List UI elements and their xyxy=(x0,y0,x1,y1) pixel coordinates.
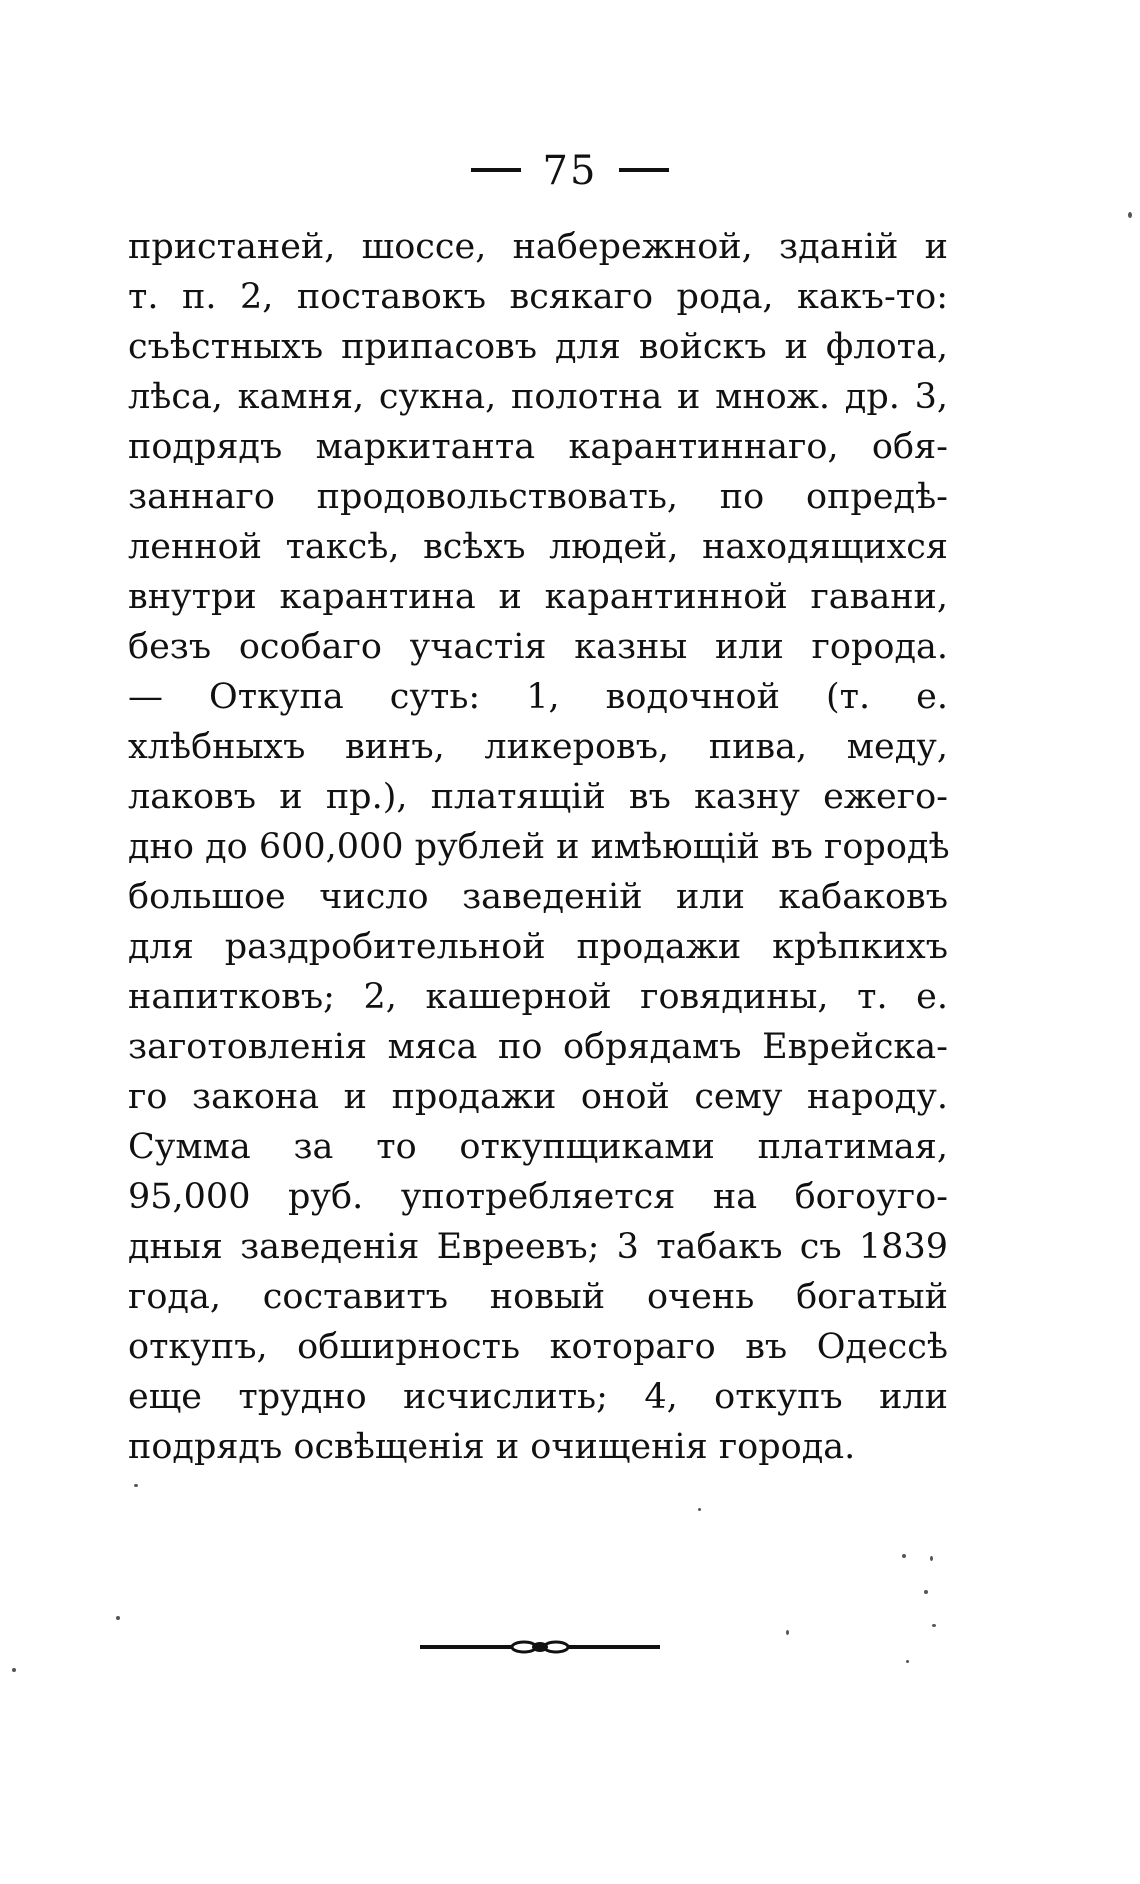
text-line: откупъ, обширность котораго въ Одессѣ xyxy=(128,1327,948,1367)
end-ornament xyxy=(420,1639,660,1655)
text-line: для раздробительной продажи крѣпкихъ xyxy=(128,927,948,967)
text-line: Сумма за то откупщиками платимая, xyxy=(128,1127,948,1167)
scan-speck xyxy=(932,1624,936,1627)
text-line: ленной таксѣ, всѣхъ людей, находящихся xyxy=(128,527,948,567)
text-line: съѣстныхъ припасовъ для войскъ и флота, xyxy=(128,327,948,367)
page-number-right-dash xyxy=(619,168,669,172)
text-line: дно до 600,000 рублей и имѣющій въ городѣ xyxy=(128,827,950,867)
text-line: т. п. 2, поставокъ всякаго рода, какъ-то: xyxy=(128,277,948,317)
body-text xyxy=(128,222,948,1472)
text-line: 95,000 руб. употребляется на богоуго- xyxy=(128,1177,948,1217)
text-line: безъ особаго участія казны или города. xyxy=(128,627,948,667)
page-number-left-dash xyxy=(471,168,521,172)
scan-speck xyxy=(902,1554,906,1558)
text-line: — Откупа суть: 1, водочной (т. е. xyxy=(128,677,948,717)
text-line: заготовленія мяса по обрядамъ Еврейска- xyxy=(128,1027,948,1067)
text-line: лаковъ и пр.), платящій въ казну ежего- xyxy=(128,777,948,817)
scan-speck xyxy=(698,1508,701,1511)
scan-speck xyxy=(930,1556,933,1561)
scan-speck xyxy=(924,1590,928,1594)
scan-speck xyxy=(116,1616,120,1620)
text-line: подрядъ маркитанта карантиннаго, обя- xyxy=(128,427,948,467)
text-line: лѣса, камня, сукна, полотна и множ. др. 3, xyxy=(128,377,948,417)
text-line: дныя заведенія Евреевъ; 3 табакъ съ 1839 xyxy=(128,1227,948,1267)
text-line: пристаней, шоссе, набережной, зданій и xyxy=(128,227,948,267)
text-line: заннаго продовольствовать, по опредѣ- xyxy=(128,477,948,517)
scan-speck xyxy=(134,1484,138,1487)
text-line: внутри карантина и карантинной гавани, xyxy=(128,577,948,617)
page-number-value: 75 xyxy=(542,148,598,194)
scan-speck xyxy=(1128,212,1132,218)
text-line: хлѣбныхъ винъ, ликеровъ, пива, меду, xyxy=(128,727,948,767)
text-line: подрядъ освѣщенія и очищенія города. xyxy=(128,1427,856,1467)
text-line: большое число заведеній или кабаковъ xyxy=(128,877,948,917)
text-line: года, составитъ новый очень богатый xyxy=(128,1277,948,1317)
page-number xyxy=(0,148,1140,194)
scan-speck xyxy=(786,1630,789,1635)
scan-speck xyxy=(12,1668,16,1672)
text-line: еще трудно исчислить; 4, откупъ или xyxy=(128,1377,948,1417)
text-line: го закона и продажи оной сему народу. xyxy=(128,1077,948,1117)
text-line: напитковъ; 2, кашерной говядины, т. е. xyxy=(128,977,948,1017)
scan-speck xyxy=(906,1660,909,1663)
